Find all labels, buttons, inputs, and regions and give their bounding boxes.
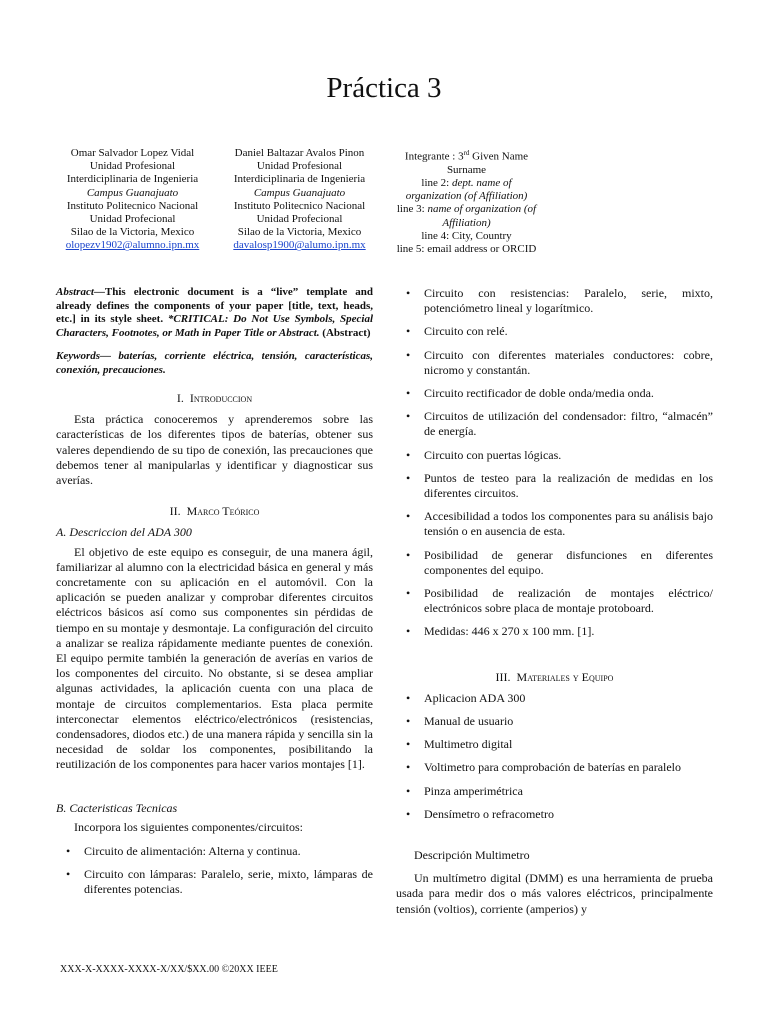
author-city: Silao de la Victoria, Mexico xyxy=(237,226,362,239)
multimetro-paragraph: Un multímetro digital (DMM) es una herramienta de prueba usada para medir dos o más valores eléctricos, principalmente tensión (voltios), corriente (amperios) y xyxy=(396,871,713,916)
author-campus: Campus Guanajuato xyxy=(86,186,179,199)
list-item: • Circuito con relé. xyxy=(396,324,713,339)
author-name: Daniel Baltazar Avalos Pinon xyxy=(234,147,365,159)
caracteristicas-intro: Incorpora los siguientes componentes/circuitos: xyxy=(74,819,303,834)
author-line-8: line 5: email address or ORCID xyxy=(396,243,537,256)
list-item: • Aplicacion ADA 300 xyxy=(396,691,713,706)
list-item: • Circuito de alimentación: Alterna y continua. xyxy=(56,844,373,859)
list-item: • Circuito rectificador de doble onda/media onda. xyxy=(396,386,713,401)
author-line-4: organization (of Affiliation) xyxy=(405,190,528,203)
author-dept: Interdiciplinaria de Ingenieria xyxy=(233,173,366,186)
list-item: • Circuitos de utilización del condensador: filtro, “almacén” de energía. xyxy=(396,409,713,439)
author-email-link[interactable]: davalosp1900@alumo.ipn.mx xyxy=(233,239,366,252)
right-column xyxy=(396,286,713,917)
list-item: • Puntos de testeo para la realización de medidas en los diferentes circuitos. xyxy=(396,471,713,501)
list-item: • Densímetro o refracometro xyxy=(396,807,713,822)
left-column xyxy=(56,286,373,906)
author-unit: Unidad Profesional xyxy=(89,160,176,173)
section-heading-materiales: III. Materiales y Equipo xyxy=(495,669,614,684)
introduccion-paragraph: Esta práctica conoceremos y aprenderemos sobre las características de los diferentes tipos de baterías, obtener sus valeres dependiendo de su tipo de conexión, las precauciones que debemos tener al manipularlas y identificar y diagnosticar sus averías. xyxy=(56,412,373,488)
paper-title: Práctica 3 xyxy=(326,72,442,104)
author-line-7: line 4: City, Country xyxy=(421,229,512,242)
section-heading-introduccion: I. Introduccion xyxy=(176,391,253,405)
section-heading-marco-teorico: II. Marco Teórico xyxy=(169,504,260,519)
list-item: • Medidas: 446 x 270 x 100 mm. [1]. xyxy=(396,624,713,639)
author-institution: Instituto Politecnico Nacional xyxy=(233,199,366,212)
list-item: • Circuito con puertas lógicas. xyxy=(396,448,713,463)
author-line-3: line 2: dept. name of xyxy=(421,177,512,190)
author-line-2: Surname xyxy=(446,163,487,176)
list-item: • Circuito con lámparas: Paralelo, serie, mixto, lámparas de diferentes potencias. xyxy=(56,867,373,897)
author-unit: Unidad Profesional xyxy=(256,160,343,173)
author-campus: Campus Guanajuato xyxy=(253,186,346,199)
author-name: Omar Salvador Lopez Vidal xyxy=(70,147,195,159)
copyright-footer: XXX-X-XXXX-XXXX-X/XX/$XX.00 ©20XX IEEE xyxy=(60,964,278,975)
author-dept: Interdiciplinaria de Ingenieria xyxy=(66,173,199,186)
author-block-3 xyxy=(364,147,569,256)
list-item: • Posibilidad de realización de montajes eléctrico/ electrónicos sobre placa de montaje protoboard. xyxy=(396,586,713,616)
author-institution: Instituto Politecnico Nacional xyxy=(66,199,199,212)
list-item: • Circuito con diferentes materiales conductores: cobre, nicromo y constantán. xyxy=(396,348,713,378)
author-institution-unit: Unidad Profecional xyxy=(256,213,343,226)
author-line-5: line 3: name of organization (of xyxy=(396,203,537,216)
multimetro-subtitle: Descripción Multimetro xyxy=(414,848,530,863)
list-item: • Circuito con resistencias: Paralelo, serie, mixto, potenciómetro lineal y logarítmico. xyxy=(396,286,713,316)
list-item: • Voltimetro para comprobación de baterías en paralelo xyxy=(396,760,713,775)
list-item: • Manual de usuario xyxy=(396,714,713,729)
author-institution-unit: Unidad Profecional xyxy=(89,213,176,226)
author-line-6: Affiliation) xyxy=(442,216,491,229)
keywords: Keywords— baterías, corriente eléctrica, tensión, características, conexión, precauciones. xyxy=(56,350,373,376)
author-email-link[interactable]: olopezv1902@alumno.ipn.mx xyxy=(65,239,200,252)
author-line-1: Integrante : 3rd Given Name xyxy=(404,149,529,163)
components-list-left xyxy=(56,844,373,898)
components-list-right xyxy=(396,286,713,640)
materials-list xyxy=(396,691,713,822)
ada300-paragraph: El objetivo de este equipo es conseguir, de una manera ágil, familiarizar al alumno con la electricidad básica en general y más concretamente con su aplicación en el automóvil. Con la aplicación se pueden analizar y comprobar diferentes circuitos eléctricos básicos así como sus componentes sin pérdidas de tiempo en su montaje y desmontaje. La configuración del circuito a analizar se realiza rápidamente mediante puentes de conexión. El equipo permite también la generación de averías en varios de los componentes del circuito. No obstante, si se desea ampliar algunas actividades, la aplicación cuenta con una placa de montaje de circuitos complementarios. Esta placa permite interconectar elementos eléctrico/electrónicos (resistencias, condensadores, diodos etc.) de una manera rápida y sencilla sin la necesidad de soldar los componentes, posibilitando la reutilización de los componentes para hacer varios montajes [1]. xyxy=(56,544,373,772)
subsection-heading-ada300: A. Descriccion del ADA 300 xyxy=(56,525,192,540)
list-item: • Pinza amperimétrica xyxy=(396,784,713,799)
author-city: Silao de la Victoria, Mexico xyxy=(70,226,195,239)
list-item: • Posibilidad de generar disfunciones en diferentes componentes del equipo. xyxy=(396,548,713,578)
list-item: • Multimetro digital xyxy=(396,737,713,752)
list-item: • Accesibilidad a todos los componentes para su análisis bajo tensión o en ausencia de esta. xyxy=(396,509,713,539)
subsection-heading-caracteristicas: B. Cacteristicas Tecnicas xyxy=(56,800,178,815)
abstract: Abstract—This electronic document is a “live” template and already defines the components of your paper [title, text, heads, etc.] in its style sheet. *CRITICAL: Do Not Use Symbols, Special Characters, Footnotes, or Math in Paper Title or Abstract. (Abstract) xyxy=(56,286,373,339)
